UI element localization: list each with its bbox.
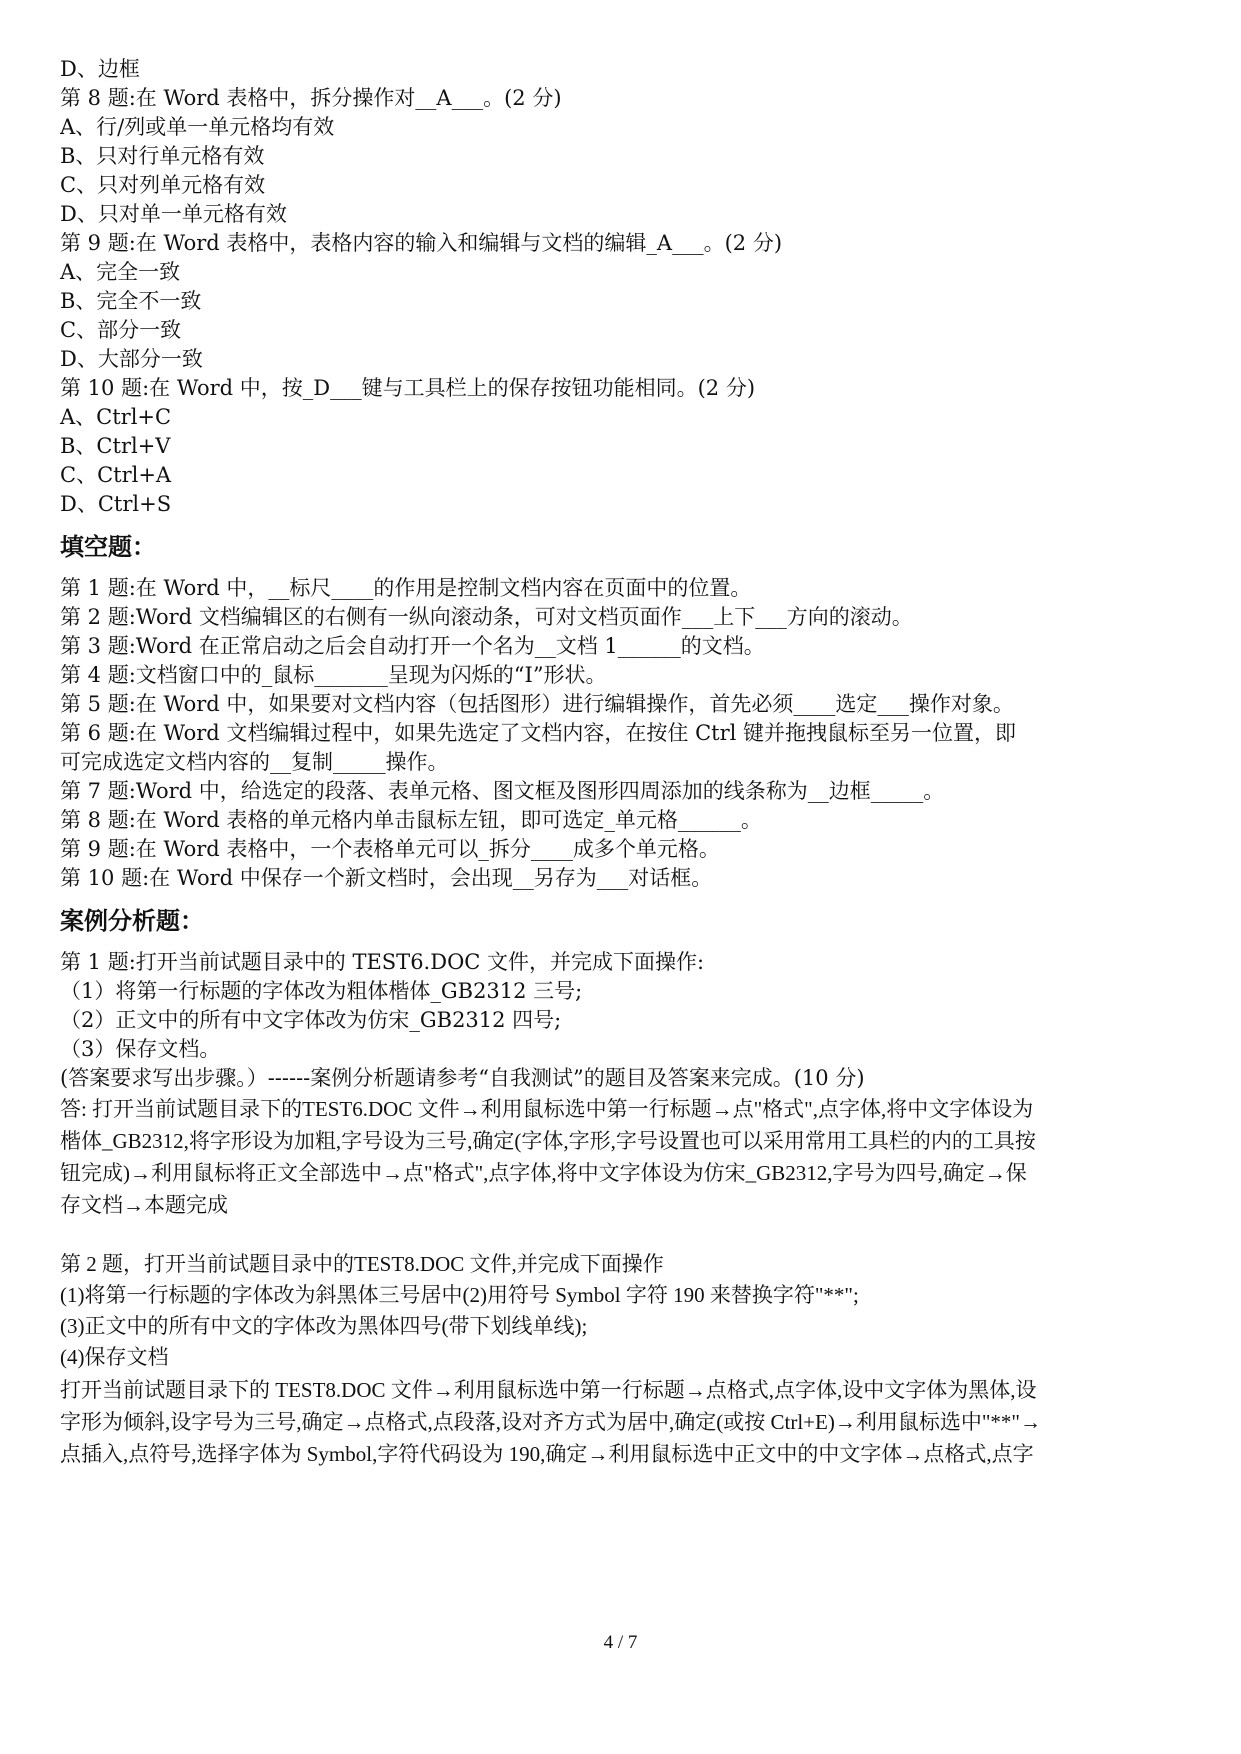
fill-question-5: 第 5 题:在 Word 中，如果要对文档内容（包括图形）进行编辑操作，首先必须____选定___操作对象。 bbox=[60, 692, 1014, 716]
question-10: 第 10 题:在 Word 中，按_D___键与工具栏上的保存按钮功能相同。(2 分) bbox=[60, 376, 756, 400]
q9-option-d: D、大部分一致 bbox=[60, 347, 203, 371]
case1-answer-line-3: 钮完成)→利用鼠标将正文全部选中→点"格式",点字体,将中文字体设为仿宋_GB2312,字号为四号,确定→保 bbox=[60, 1161, 1027, 1185]
q10-option-d: D、Ctrl+S bbox=[60, 492, 172, 516]
page-number: 4 / 7 bbox=[603, 1632, 638, 1653]
q10-option-b: B、Ctrl+V bbox=[60, 434, 171, 458]
question-9: 第 9 题:在 Word 表格中，表格内容的输入和编辑与文档的编辑_A___。(2 分) bbox=[60, 231, 783, 255]
case-question-1: 第 1 题:打开当前试题目录中的 TEST6.DOC 文件，并完成下面操作: bbox=[60, 950, 705, 974]
q8-option-c: C、只对列单元格有效 bbox=[60, 173, 266, 197]
fill-question-6-cont: 可完成选定文档内容的__复制_____操作。 bbox=[60, 750, 449, 774]
case2-answer-line-2: 字形为倾斜,设字号为三号,确定→点格式,点段落,设对齐方式为居中,确定(或按 Ctrl+E)→利用鼠标选中"**"→ bbox=[60, 1410, 1041, 1434]
case1-note: (答案要求写出步骤。）------案例分析题请参考“自我测试”的题目及答案来完成。(10 分) bbox=[60, 1066, 865, 1090]
case2-step-3: (3)正文中的所有中文的字体改为黑体四号(带下划线单线); bbox=[60, 1314, 588, 1338]
case1-answer-line-2: 楷体_GB2312,将字形设为加粗,字号设为三号,确定(字体,字形,字号设置也可以采用常用工具栏的内的工具按 bbox=[60, 1129, 1036, 1153]
case-heading: 案例分析题： bbox=[60, 907, 204, 935]
case2-answer-line-3: 点插入,点符号,选择字体为 Symbol,字符代码设为 190,确定→利用鼠标选中正文中的中文字体→点格式,点字 bbox=[60, 1442, 1034, 1466]
case1-step-2: （2）正文中的所有中文字体改为仿宋_GB2312 四号; bbox=[60, 1008, 562, 1032]
case1-answer-line-4: 存文档→本题完成 bbox=[60, 1193, 228, 1217]
fill-question-8: 第 8 题:在 Word 表格的单元格内单击鼠标左钮，即可选定_单元格______。 bbox=[60, 808, 762, 832]
fill-question-9: 第 9 题:在 Word 表格中，一个表格单元可以_拆分____成多个单元格。 bbox=[60, 837, 720, 861]
fill-heading: 填空题： bbox=[60, 533, 156, 561]
fill-question-1: 第 1 题:在 Word 中，__标尺____的作用是控制文档内容在页面中的位置。 bbox=[60, 576, 752, 600]
fill-question-7: 第 7 题:Word 中，给选定的段落、表单元格、图文框及图形四周添加的线条称为__边框_____。 bbox=[60, 779, 945, 803]
q9-option-b: B、完全不一致 bbox=[60, 289, 202, 313]
q9-option-a: A、完全一致 bbox=[60, 260, 181, 284]
fill-question-6: 第 6 题:在 Word 文档编辑过程中，如果先选定了文档内容，在按住 Ctrl 键并拖拽鼠标至另一位置，即 bbox=[60, 721, 1017, 745]
case2-step-4: (4)保存文档 bbox=[60, 1345, 169, 1369]
fill-question-4: 第 4 题:文档窗口中的_鼠标_______呈现为闪烁的“I”形状。 bbox=[60, 663, 607, 687]
q8-option-b: B、只对行单元格有效 bbox=[60, 144, 265, 168]
case2-answer-line-1: 打开当前试题目录下的 TEST8.DOC 文件→利用鼠标选中第一行标题→点格式,点字体,设中文字体为黑体,设 bbox=[60, 1378, 1037, 1402]
case-question-2: 第 2 题，打开当前试题目录中的TEST8.DOC 文件,并完成下面操作 bbox=[60, 1252, 664, 1276]
q10-option-c: C、Ctrl+A bbox=[60, 463, 172, 487]
mc-option-d-q7: D、边框 bbox=[60, 57, 140, 81]
q10-option-a: A、Ctrl+C bbox=[60, 405, 172, 429]
question-8: 第 8 题:在 Word 表格中，拆分操作对__A___。(2 分) bbox=[60, 86, 562, 110]
fill-question-10: 第 10 题:在 Word 中保存一个新文档时，会出现__另存为___对话框。 bbox=[60, 866, 713, 890]
q9-option-c: C、部分一致 bbox=[60, 318, 182, 342]
q8-option-a: A、行/列或单一单元格均有效 bbox=[60, 115, 335, 139]
q8-option-d: D、只对单一单元格有效 bbox=[60, 202, 287, 226]
case2-step-1-2: (1)将第一行标题的字体改为斜黑体三号居中(2)用符号 Symbol 字符 190 来替换字符"**"; bbox=[60, 1283, 859, 1307]
case1-step-3: （3）保存文档。 bbox=[60, 1037, 221, 1061]
case1-step-1: （1）将第一行标题的字体改为粗体楷体_GB2312 三号; bbox=[60, 979, 583, 1003]
fill-question-2: 第 2 题:Word 文档编辑区的右侧有一纵向滚动条，可对文档页面作___上下___方向的滚动。 bbox=[60, 605, 913, 629]
case1-answer-line-1: 答: 打开当前试题目录下的TEST6.DOC 文件→利用鼠标选中第一行标题→点"格式",点字体,将中文字体设为 bbox=[60, 1097, 1034, 1121]
fill-question-3: 第 3 题:Word 在正常启动之后会自动打开一个名为__文档 1______的文档。 bbox=[60, 634, 765, 658]
